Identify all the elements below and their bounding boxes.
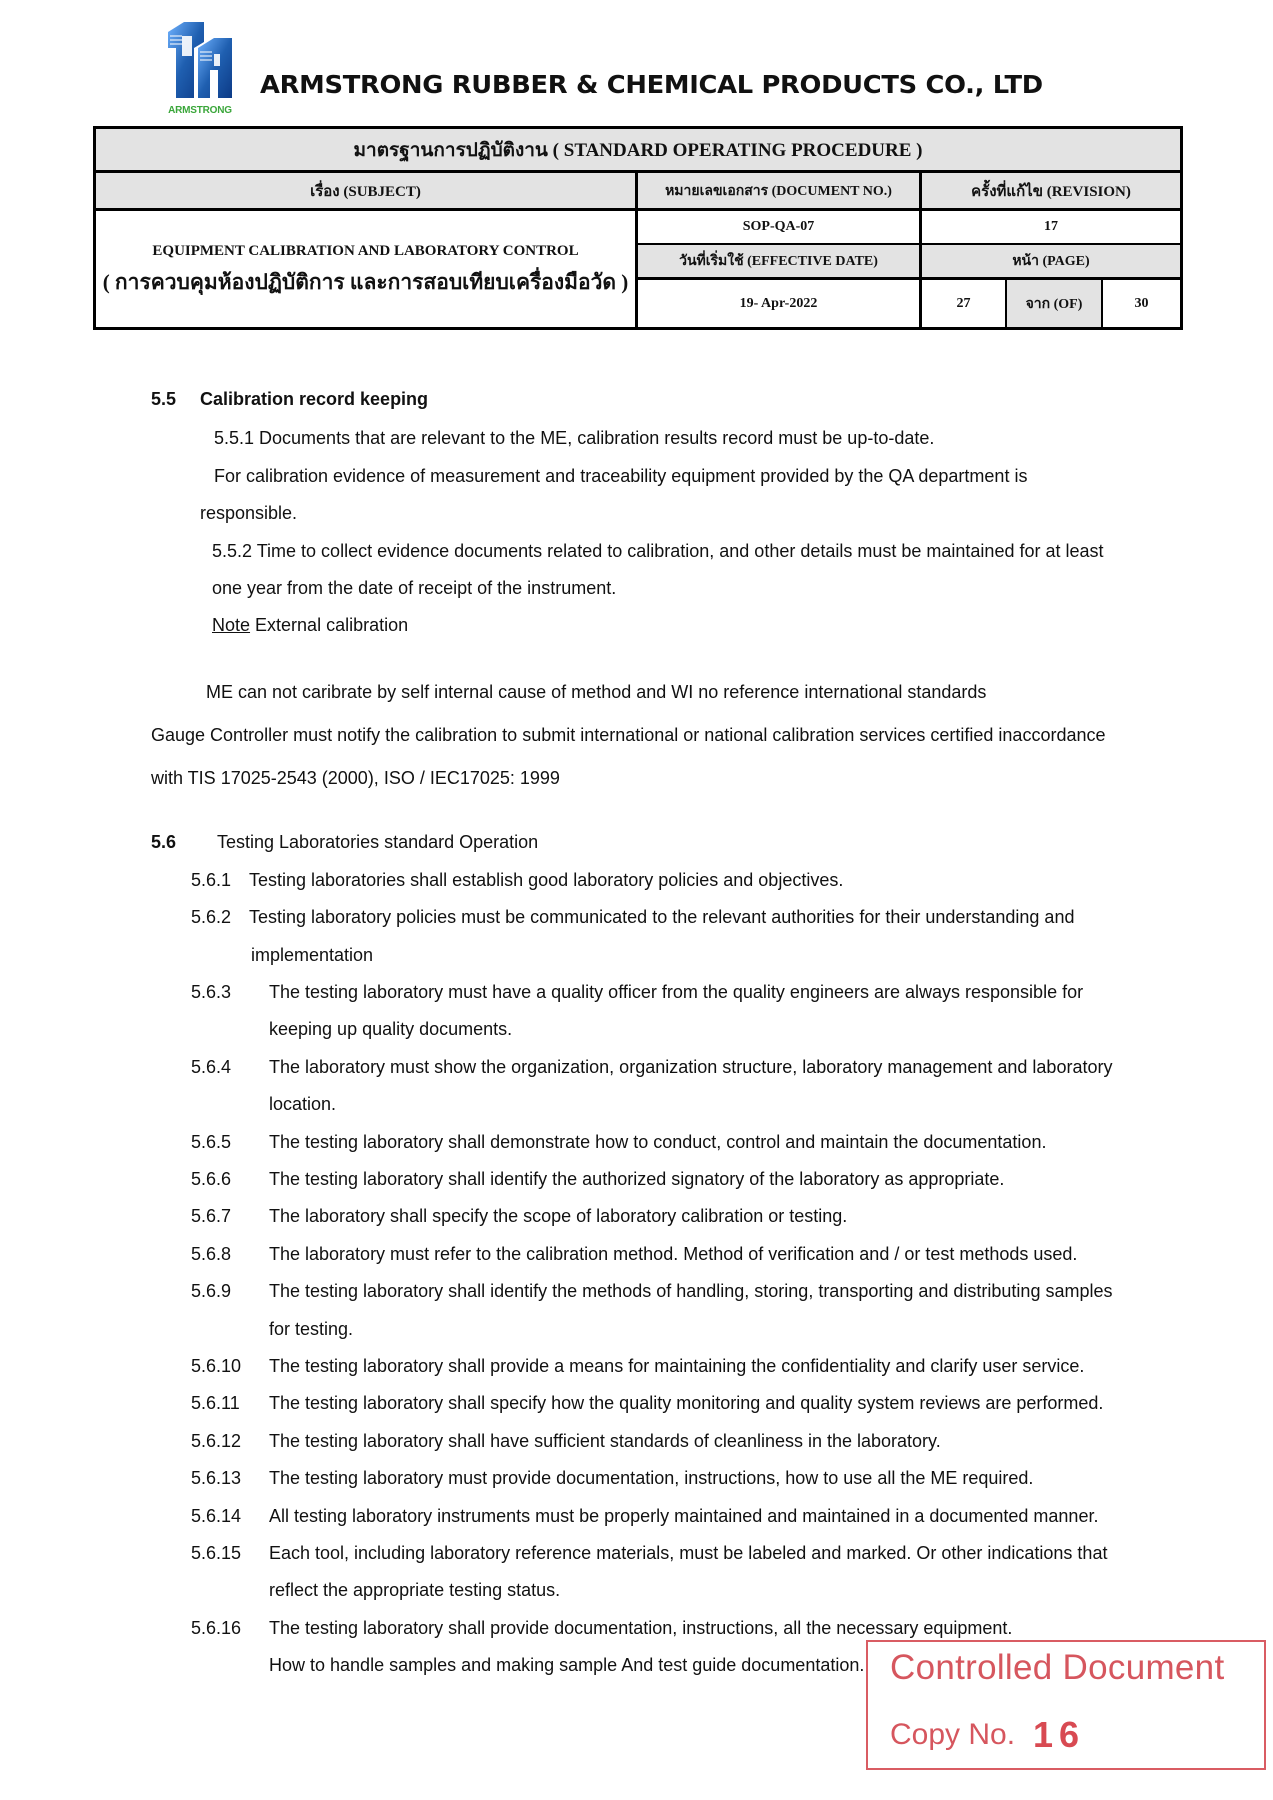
- item-number: 5.6.13: [191, 1468, 242, 1488]
- effective-date: 19- Apr-2022: [739, 295, 818, 311]
- document-control-table: [93, 126, 1183, 330]
- page-total-cell: [1103, 280, 1180, 327]
- section-5-6-title: Testing Laboratories standard Operation: [217, 832, 539, 852]
- item-number: 5.6.12: [191, 1431, 242, 1451]
- section-5-5-number: 5.5: [151, 389, 177, 409]
- item-number: 5.6.3: [191, 982, 232, 1002]
- page-label: หน้า (PAGE): [1012, 254, 1090, 269]
- page-of-label: จาก (OF): [1025, 296, 1083, 312]
- paragraph-line: 5.5.2 Time to collect evidence documents related to calibration, and other details must be maintained for at least: [212, 541, 1104, 561]
- stamp-title: Controlled Document: [890, 1648, 1225, 1687]
- page-current-cell: [922, 280, 1005, 327]
- item-text: The testing laboratory shall demonstrate how to conduct, control and maintain the documentation.: [269, 1132, 1047, 1152]
- item-text: The laboratory shall specify the scope of laboratory calibration or testing.: [269, 1206, 848, 1226]
- item-number: 5.6.8: [191, 1244, 232, 1264]
- item-text: The laboratory must show the organization, organization structure, laboratory management and laboratory: [269, 1057, 1113, 1077]
- item-text: The testing laboratory must have a quality officer from the quality engineers are always responsible for: [269, 982, 1084, 1002]
- paragraph-line: For calibration evidence of measurement and traceability equipment provided by the QA department is: [214, 466, 1028, 486]
- item-text: keeping up quality documents.: [269, 1019, 513, 1039]
- item-number: 5.6.4: [191, 1057, 232, 1077]
- item-text: Testing laboratory policies must be communicated to the relevant authorities for their understanding and: [249, 907, 1075, 927]
- item-number: 5.6.16: [191, 1618, 242, 1638]
- item-number: 5.6.6: [191, 1169, 232, 1189]
- item-number: 5.6.10: [191, 1356, 242, 1376]
- item-text: Each tool, including laboratory reference materials, must be labeled and marked. Or other indications that: [269, 1543, 1108, 1563]
- subject-english: EQUIPMENT CALIBRATION AND LABORATORY CONTROL: [152, 243, 579, 259]
- item-text: How to handle samples and making sample And test guide documentation.: [269, 1655, 865, 1675]
- effective-date-label: วันที่เริ่มใช้ (EFFECTIVE DATE): [679, 254, 878, 269]
- effective-date-value: [638, 280, 919, 327]
- sop-title-cell: [96, 129, 1180, 170]
- item-text: The testing laboratory shall specify how the quality monitoring and quality system reviews are performed.: [269, 1393, 1104, 1413]
- note-label: Note: [212, 615, 251, 635]
- section-5-5-title: Calibration record keeping: [200, 389, 429, 409]
- item-number: 5.6.15: [191, 1543, 242, 1563]
- page-current: 27: [956, 295, 971, 311]
- paragraph-line: Gauge Controller must notify the calibration to submit international or national calibration services certified inaccordance: [151, 725, 1106, 745]
- company-logo: [160, 18, 240, 118]
- company-name: ARMSTRONG RUBBER & CHEMICAL PRODUCTS CO., LTD: [260, 70, 1043, 99]
- paragraph-line: ME can not caribrate by self internal cause of method and WI no reference international standards: [206, 682, 987, 702]
- item-number: 5.6.9: [191, 1281, 232, 1301]
- item-number: 5.6.14: [191, 1506, 242, 1526]
- revision-label: ครั้งที่แก้ไข (REVISION): [971, 183, 1131, 200]
- stamp-copy-number: 16: [1033, 1714, 1086, 1755]
- paragraph-line: one year from the date of receipt of the instrument.: [212, 578, 617, 598]
- subject-header: [96, 173, 635, 208]
- page-total: 30: [1134, 295, 1149, 311]
- page-of-cell: [1007, 280, 1101, 327]
- item-text: The testing laboratory must provide documentation, instructions, how to use all the ME required.: [269, 1468, 1034, 1488]
- item-text: Testing laboratories shall establish good laboratory policies and objectives.: [249, 870, 844, 890]
- armstrong-logo-icon: [164, 18, 236, 102]
- document-no: SOP-QA-07: [742, 219, 815, 234]
- revision-value: [922, 211, 1180, 243]
- logo-wordmark: ARMSTRONG: [168, 105, 232, 116]
- document-no-label: หมายเลขเอกสาร (DOCUMENT NO.): [665, 183, 892, 199]
- item-number: 5.6.5: [191, 1132, 232, 1152]
- item-text: implementation: [251, 945, 374, 965]
- item-text: reflect the appropriate testing status.: [269, 1580, 561, 1600]
- paragraph-line: 5.5.1 Documents that are relevant to the ME, calibration results record must be up-to-date.: [214, 428, 935, 448]
- revision-number: 17: [1044, 219, 1058, 234]
- subject-cell: [96, 211, 635, 327]
- paragraph-line: responsible.: [200, 503, 298, 523]
- subject-label: เรื่อง (SUBJECT): [310, 183, 421, 200]
- item-number: 5.6.1: [191, 870, 232, 890]
- item-text: location.: [269, 1094, 337, 1114]
- effective-date-header: [638, 245, 919, 277]
- item-number: 5.6.2: [191, 907, 232, 927]
- revision-header: [922, 173, 1180, 208]
- document-no-value: [638, 211, 919, 243]
- item-text: The testing laboratory shall provide documentation, instructions, all the necessary equipment.: [269, 1618, 1013, 1638]
- item-text: The testing laboratory shall provide a means for maintaining the confidentiality and clarify user service.: [269, 1356, 1085, 1376]
- sop-title: มาตรฐานการปฏิบัติงาน ( STANDARD OPERATING PROCEDURE ): [353, 139, 923, 161]
- section-5-6-number: 5.6: [151, 832, 177, 852]
- controlled-document-stamp: [866, 1640, 1266, 1770]
- item-text: The testing laboratory shall have sufficient standards of cleanliness in the laboratory.: [269, 1431, 941, 1451]
- item-text: for testing.: [269, 1319, 354, 1339]
- item-text: The laboratory must refer to the calibration method. Method of verification and / or test methods used.: [269, 1244, 1078, 1264]
- item-text: All testing laboratory instruments must be properly maintained and maintained in a documented manner.: [269, 1506, 1099, 1526]
- page-header: [922, 245, 1180, 277]
- note-text: External calibration: [250, 615, 409, 635]
- item-number: 5.6.11: [191, 1393, 240, 1413]
- stamp-copy-label: Copy No.: [890, 1718, 1016, 1751]
- document-no-header: [638, 173, 919, 208]
- paragraph-line: with TIS 17025-2543 (2000), ISO / IEC17025: 1999: [151, 768, 560, 788]
- subject-thai: ( การควบคุมห้องปฏิบัติการ และการสอบเทียบเครื่องมือวัด ): [102, 270, 629, 294]
- item-text: The testing laboratory shall identify the authorized signatory of the laboratory as appropriate.: [269, 1169, 1005, 1189]
- note-line: [212, 615, 408, 636]
- item-text: The testing laboratory shall identify the methods of handling, storing, transporting and distributing samples: [269, 1281, 1113, 1301]
- item-number: 5.6.7: [191, 1206, 232, 1226]
